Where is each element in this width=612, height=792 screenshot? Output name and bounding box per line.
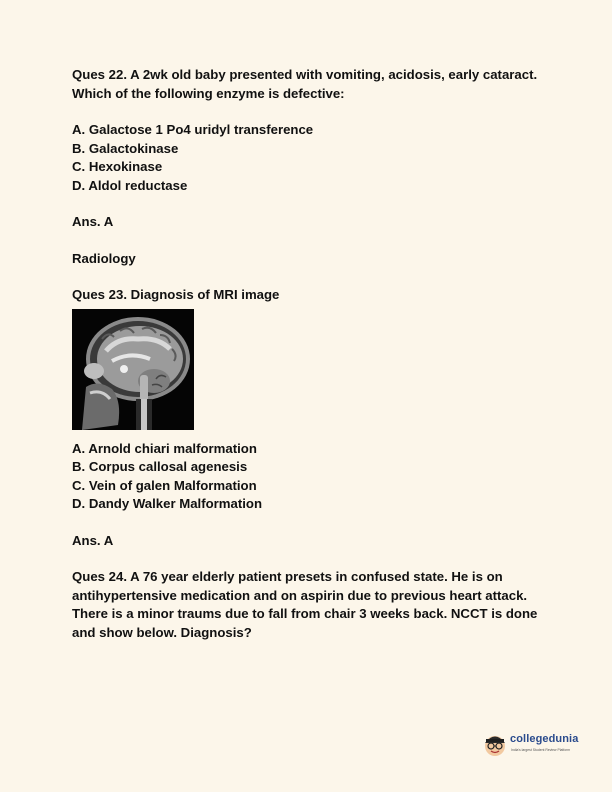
q22-option-c: C. Hexokinase — [72, 159, 163, 174]
question-22 — [72, 66, 572, 232]
question-22-text-line-2: Which of the following enzyme is defective: — [72, 85, 345, 101]
question-23-text: Ques 23. Diagnosis of MRI image — [72, 287, 280, 302]
q23-answer: Ans. A — [72, 532, 114, 548]
mri-brain-image — [72, 309, 194, 430]
q22-option-a: A. Galactose 1 Po4 uridyl transference — [72, 122, 314, 137]
collegedunia-logo[interactable] — [482, 728, 592, 762]
logo-tagline: India's largest Student Review Platform — [511, 748, 571, 752]
q22-option-d: D. Aldol reductase — [72, 177, 188, 193]
q22-answer: Ans. A — [72, 214, 114, 229]
q23-option-d: D. Dandy Walker Malformation — [72, 496, 263, 511]
question-24-line-3: There is a minor traums due to fall from chair 3 weeks back. NCCT is done — [72, 606, 538, 621]
q23-option-a: A. Arnold chiari malformation — [72, 440, 257, 456]
question-23 — [72, 286, 572, 550]
question-24 — [72, 568, 572, 642]
q23-option-c: C. Vein of galen Malformation — [72, 477, 257, 493]
question-24-line-4: and show below. Diagnosis? — [72, 624, 252, 640]
section-heading: Radiology — [72, 250, 136, 266]
question-24-line-2: antihypertensive medication and on aspirin due to previous heart attack. — [72, 587, 528, 603]
mascot-icon — [482, 730, 508, 760]
document-page — [72, 66, 572, 642]
q22-option-b: B. Galactokinase — [72, 140, 179, 156]
q23-option-b: B. Corpus callosal agenesis — [72, 459, 248, 474]
question-22-text-line-1: Ques 22. A 2wk old baby presented with vomiting, acidosis, early cataract. — [72, 67, 538, 82]
question-24-line-1: Ques 24. A 76 year elderly patient presets in confused state. He is on — [72, 569, 503, 584]
logo-wordmark: collegedunia — [510, 733, 579, 745]
